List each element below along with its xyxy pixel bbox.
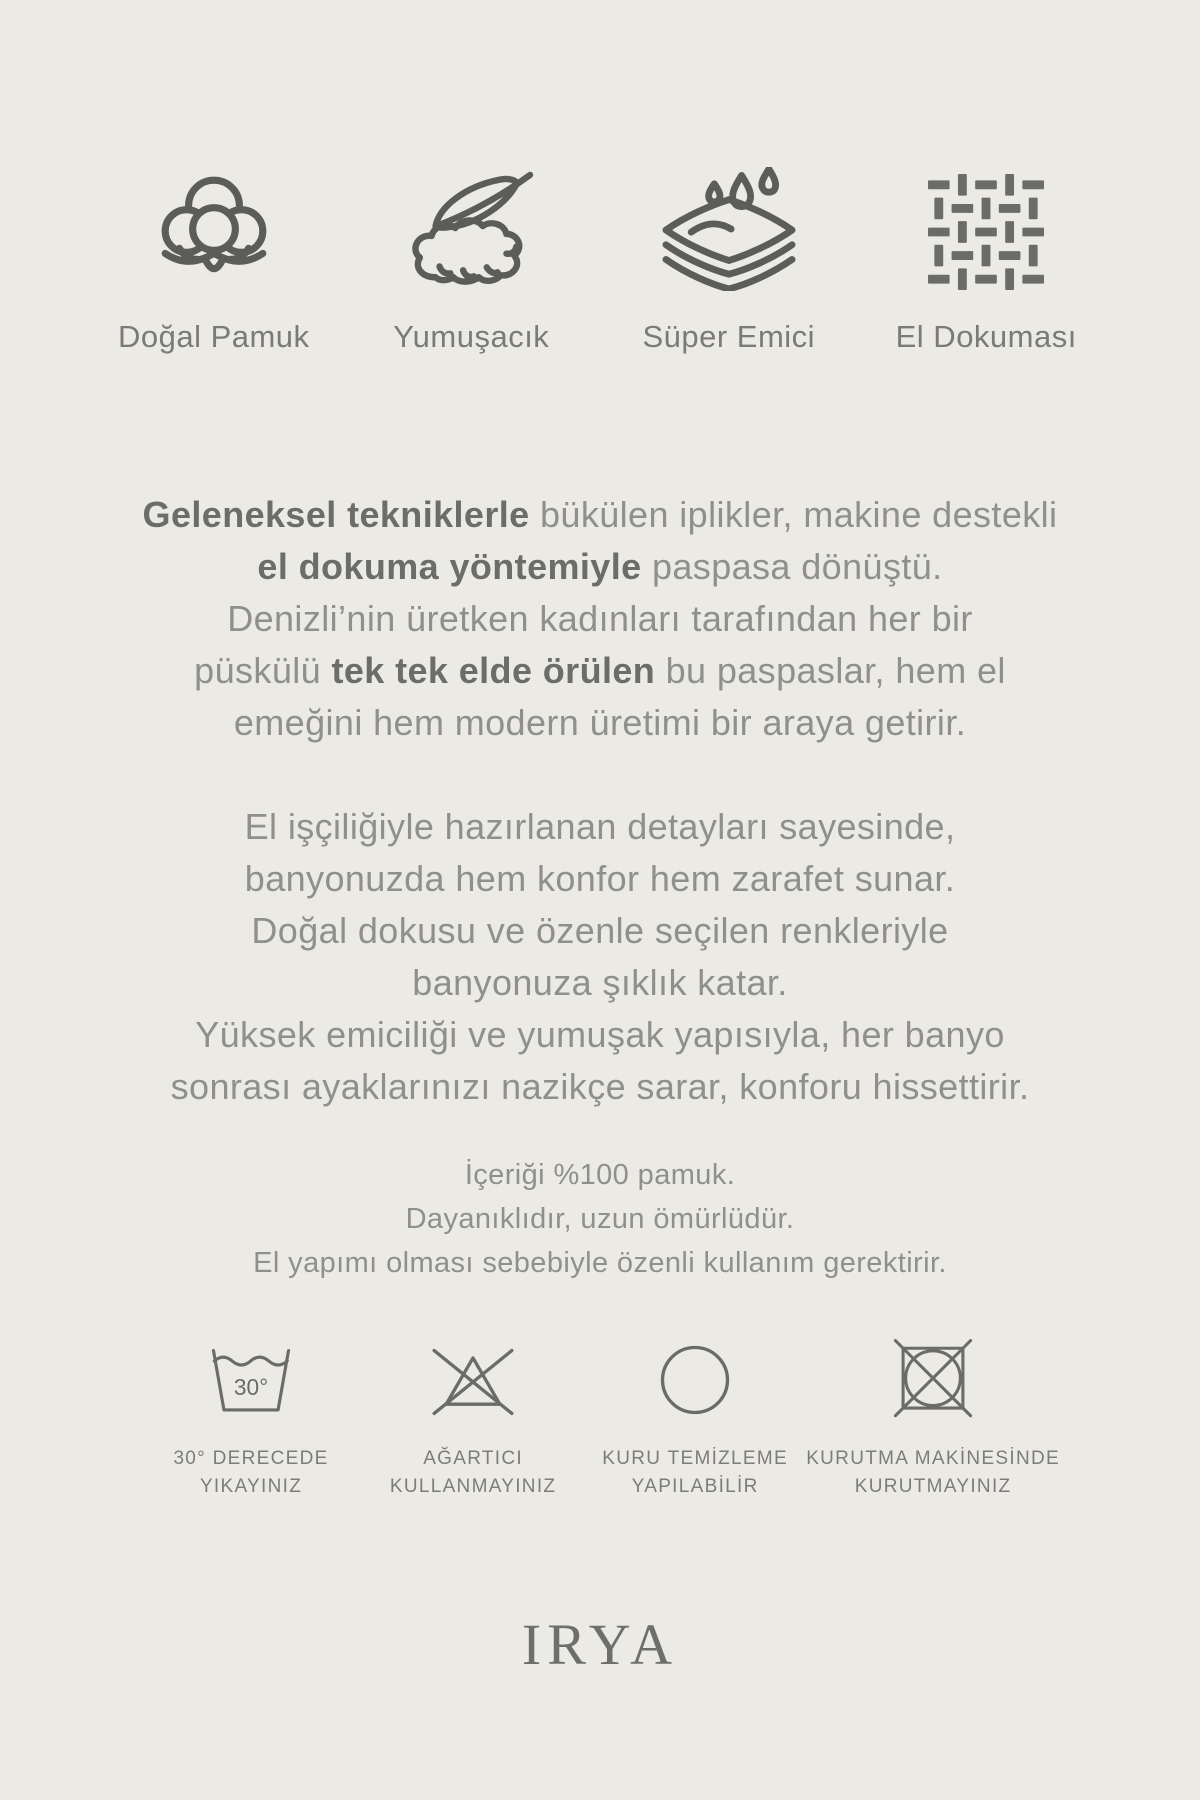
text-line: Dayanıklıdır, uzun ömürlüdür.	[405, 1203, 795, 1235]
text-line: Denizli’nin üretken kadınları tarafından her bir	[227, 598, 973, 639]
intro-paragraph	[50, 489, 1150, 749]
dry-clean-icon	[653, 1337, 737, 1419]
care-label: KURUTMA MAKİNESİNDE KURUTMAYINIZ	[806, 1448, 1060, 1497]
no-bleach-icon	[422, 1337, 524, 1419]
care-no-bleach	[362, 1337, 584, 1501]
content-info-paragraph	[50, 1153, 1150, 1285]
feature-row	[85, 163, 1115, 355]
care-label: AĞARTICI KULLANMAYINIZ	[389, 1448, 557, 1497]
care-row	[140, 1337, 1060, 1501]
feature-soft	[343, 163, 601, 355]
feature-handwoven	[858, 163, 1116, 355]
comfort-paragraph	[50, 801, 1150, 1113]
care-wash-30	[140, 1337, 362, 1501]
absorbent-layers-icon	[655, 163, 803, 291]
care-label: 30° DERECEDE YIKAYINIZ	[173, 1448, 329, 1497]
text-line: İçeriği %100 pamuk.	[464, 1159, 736, 1191]
text-line: el dokuma yöntemiyle paspasa dönüştü.	[257, 546, 943, 587]
text-line: püskülü tek tek elde örülen bu paspaslar, hem el	[194, 650, 1006, 691]
text-line: sonrası ayaklarınızı nazikçe sarar, konforu hissettirir.	[170, 1066, 1030, 1107]
text-line: El işçiliğiyle hazırlanan detayları sayesinde,	[244, 806, 956, 847]
wash-temp-value: 30°	[233, 1374, 269, 1401]
wash-30-icon	[203, 1337, 299, 1419]
care-dry-clean	[584, 1337, 806, 1501]
text-line: banyonuzda hem konfor hem zarafet sunar.	[244, 858, 956, 899]
feature-label: Yumuşacık	[393, 319, 550, 354]
feature-natural-cotton	[85, 163, 343, 355]
text-line: emeğini hem modern üretimi bir araya getirir.	[233, 702, 967, 743]
care-no-tumble-dry	[806, 1337, 1060, 1501]
text-line: El yapımı olması sebebiyle özenli kullanım gerektirir.	[253, 1247, 947, 1279]
cotton-icon	[153, 163, 275, 291]
care-label: KURU TEMİZLEME YAPILABİLİR	[602, 1448, 788, 1497]
text-line: banyonuza şıklık katar.	[412, 962, 788, 1003]
feature-label: Doğal Pamuk	[117, 319, 310, 354]
no-tumble-dry-icon	[886, 1337, 980, 1419]
text-line: Yüksek emiciliği ve yumuşak yapısıyla, her banyo	[195, 1014, 1005, 1055]
text-line: Doğal dokusu ve özenle seçilen renkleriyle	[251, 910, 949, 951]
feature-absorbent	[600, 163, 858, 355]
feature-label: El Dokuması	[895, 319, 1077, 354]
feather-cloud-icon	[392, 163, 550, 291]
brand-logo: IRYA	[521, 1612, 679, 1677]
feature-label: Süper Emici	[642, 319, 816, 354]
text-line: Geleneksel tekniklerle bükülen iplikler, makine destekli	[142, 494, 1058, 535]
hand-weave-icon	[927, 163, 1045, 291]
